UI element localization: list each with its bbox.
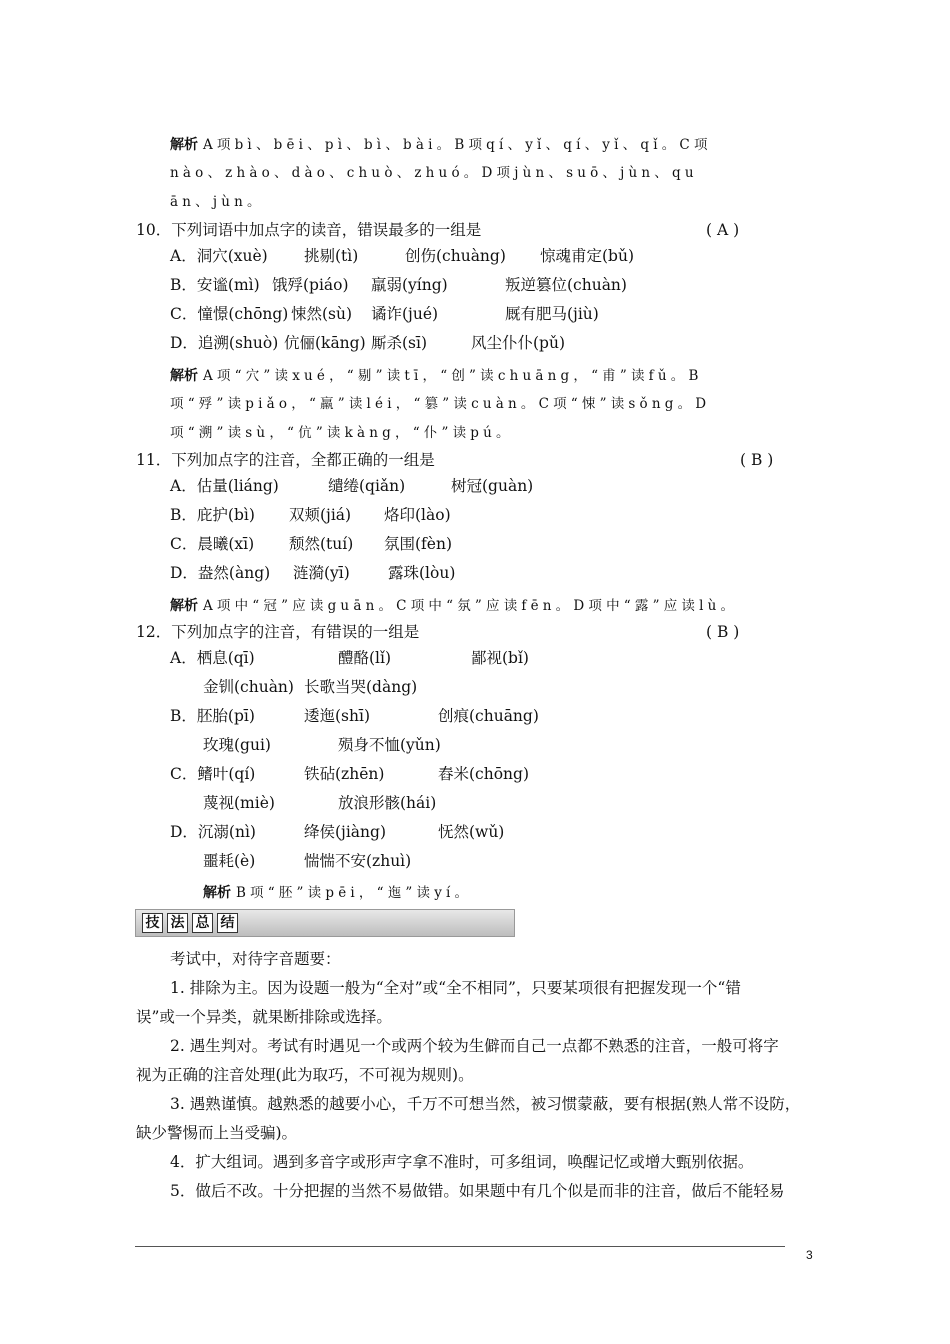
banner-char: 结 [217,913,238,933]
q12-option-c-item-3: 舂米(chōng) [438,765,529,783]
q10-option-c-item-1: C．憧憬(chōng) [170,305,289,323]
page-number: 3 [806,1248,813,1262]
q12-option-c-item-1: C．鳍叶(qí) [170,765,256,783]
q11-option-c-item-2: 颓然(tuí) [289,535,354,553]
q10-option-d-item-1: D．追溯(shuò) [170,334,279,352]
q10-option-d-item-3: 厮杀(sī) [371,334,428,352]
banner-char: 技 [142,913,163,933]
q10-option-a-item-4: 惊魂甫定(bǔ) [540,247,634,265]
q11-stem: 11．下列加点字的注音，全都正确的一组是 [136,451,435,469]
summary-point-2-cont: 视为正确的注音处理(此为取巧，不可视为规则)。 [136,1066,474,1084]
q12-option-d-item-5: 惴惴不安(zhuì) [304,852,412,870]
q12-option-b-item-5: 殒身不恤(yǔn) [338,736,441,754]
q10-option-b-item-4: 叛逆篡位(chuàn) [505,276,627,294]
q10-option-b-item-3: 羸弱(yíng) [371,276,448,294]
analysis-label: 解析 [170,137,198,153]
banner-char: 总 [192,913,213,933]
q11-option-b-item-2: 双颊(jiá) [289,506,352,524]
q12-option-d-item-3: 怃然(wǔ) [438,823,505,841]
q10-option-c-item-3: 谲诈(jué) [371,305,439,323]
q10-option-c-item-2: 悚然(sù) [291,305,353,323]
footer-divider [135,1246,785,1247]
q12-option-c-item-2: 铁砧(zhēn) [304,765,385,783]
q9-analysis-line-2: nào、zhào、dào、chuò、zhuó。D项jùn、suō、jùn、qu [170,165,698,181]
banner-char: 法 [167,913,188,933]
summary-point-4: 4．扩大组词。遇到多音字或形声字拿不准时，可多组词，唤醒记忆或增大甄别依据。 [170,1153,754,1171]
q10-answer: ( A ) [706,221,740,239]
q11-option-b-item-1: B．庇护(bì) [170,506,255,524]
q10-option-b-item-1: B．安谧(mì) [170,276,260,294]
q12-option-a-item-4: 金钏(chuàn) [203,678,294,696]
q10-analysis-line-2: 项“殍”读piǎo，“羸”读léi，“篡”读cuàn。C项“悚”读sǒng。D [170,396,711,412]
summary-point-2: 2. 遇生判对。考试有时遇见一个或两个较为生僻而自己一点都不熟悉的注音，一般可将字 [170,1037,779,1055]
summary-point-5: 5．做后不改。十分把握的当然不易做错。如果题中有几个似是而非的注音，做后不能轻易 [170,1182,785,1200]
q12-option-d-item-4: 噩耗(è) [203,852,256,870]
q10-option-a-item-1: A．洞穴(xuè) [170,247,268,265]
q12-option-a-item-2: 醴酪(lǐ) [338,649,392,667]
q11-option-d-item-2: 涟漪(yī) [293,564,350,582]
analysis-label: 解析 [170,598,198,614]
q10-option-d-item-4: 风尘仆仆(pǔ) [471,334,565,352]
summary-intro: 考试中，对待字音题要： [170,950,341,968]
q9-analysis-line-1: 解析 A项bì、bēi、pì、bì、bài。B项qí、yǐ、qí、yǐ、qǐ。C项 [170,137,712,153]
q11-option-d-item-3: 露珠(lòu) [388,564,456,582]
summary-point-1: 1. 排除为主。因为设题一般为“全对”或“全不相同”，只要某项很有把握发现一个“错 [170,979,741,997]
q12-answer: ( B ) [706,623,740,641]
summary-point-3: 3. 遇熟谨慎。越熟悉的越要小心，千万不可想当然，被习惯蒙蔽，要有根据(熟人常不设防， [170,1095,801,1113]
q12-option-d-item-2: 绛侯(jiàng) [304,823,387,841]
q11-option-c-item-1: C．晨曦(xī) [170,535,255,553]
q10-option-b-item-2: 饿殍(piáo) [272,276,349,294]
q10-analysis-line-3: 项“溯”读sù，“伉”读kàng，“仆”读pú。 [170,425,514,441]
analysis-label: 解析 [203,885,231,901]
q10-option-c-item-4: 厩有肥马(jiù) [505,305,599,323]
q11-answer: ( B ) [740,451,774,469]
q11-option-a-item-2: 缱绻(qiǎn) [328,477,406,495]
q11-option-d-item-1: D．盎然(àng) [170,564,271,582]
q12-stem: 12．下列加点字的注音，有错误的一组是 [136,623,420,641]
q12-analysis-line-1: 解析 B项“胚”读pēi，“迤”读yí。 [203,885,473,901]
q12-option-b-item-4: 玫瑰(gui) [203,736,271,754]
q11-option-a-item-3: 树冠(guàn) [451,477,534,495]
q12-option-b-item-3: 创痕(chuāng) [438,707,539,725]
q12-option-b-item-1: B．胚胎(pī) [170,707,255,725]
q10-option-d-item-2: 伉俪(kāng) [284,334,366,352]
q12-option-a-item-3: 鄙视(bǐ) [471,649,529,667]
q10-option-a-item-2: 挑剔(tì) [304,247,359,265]
q11-option-c-item-3: 氛围(fèn) [384,535,452,553]
q12-option-a-item-1: A．栖息(qī) [170,649,255,667]
q12-option-b-item-2: 逶迤(shī) [304,707,370,725]
section-banner [135,909,515,937]
q11-option-a-item-1: A．估量(liáng) [170,477,279,495]
q10-stem: 10．下列词语中加点字的读音，错误最多的一组是 [136,221,482,239]
q12-option-c-item-5: 放浪形骸(hái) [338,794,437,812]
summary-point-3-cont: 缺少警惕而上当受骗)。 [136,1124,298,1142]
q12-option-a-item-5: 长歌当哭(dàng) [304,678,418,696]
summary-point-1-cont: 误”或一个异类，就果断排除或选择。 [136,1008,392,1026]
q11-option-b-item-3: 烙印(lào) [384,506,451,524]
analysis-label: 解析 [170,368,198,384]
q11-analysis-line-1: 解析 A项中“冠”应读guān。C项中“氛”应读fēn。D项中“露”应读lù。 [170,598,739,614]
q12-option-d-item-1: D．沉溺(nì) [170,823,256,841]
q10-analysis-line-1: 解析 A项“穴”读xué，“剔”读tī，“创”读chuāng，“甫”读fǔ。B [170,368,703,384]
q10-option-a-item-3: 创伤(chuàng) [405,247,506,265]
q12-option-c-item-4: 蔑视(miè) [203,794,275,812]
q9-analysis-line-3: ān、jùn。 [170,194,265,210]
